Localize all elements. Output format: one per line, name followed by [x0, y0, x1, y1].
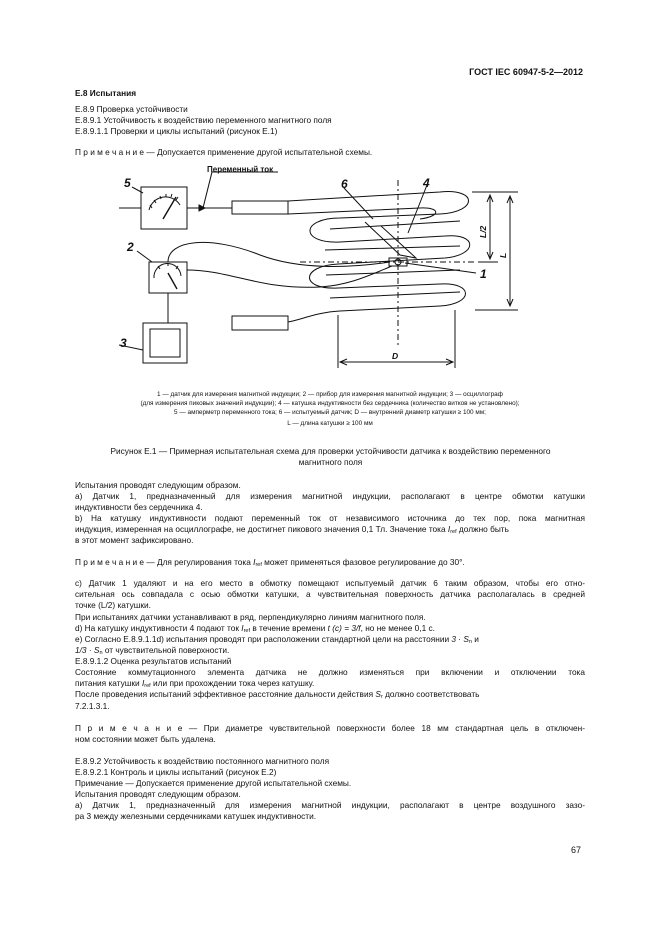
para-state-1: Состояние коммутационного элемента датчика не должно изменяться при включении и отключении тока	[75, 667, 585, 677]
document-header: ГОСТ IEC 60947-5-2—2012	[469, 67, 583, 77]
coil-top-terminal	[232, 201, 288, 214]
page-number: 67	[571, 845, 582, 855]
para-e-2: $1/3 \cdot S_n$ от чувствительной поверхности.	[75, 645, 230, 656]
para-e-1: е) Согласно Е.8.9.1.1d) испытания проводят при расположении стандартной цели на расстоянии $3 \cdot S_n$ и	[75, 634, 479, 645]
para-c-4: При испытаниях датчики устанавливают в ряд, перпендикулярно линиям магнитного поля.	[75, 612, 426, 622]
para-last-1: а) Датчик 1, предназначенный для измерения магнитной индукции, располагают в центре воздушного зазо-	[75, 800, 585, 810]
figure-caption-2: магнитного поля	[298, 457, 363, 467]
legend-line-3: 5 — амперметр переменного тока; 6 — испытуемый датчик; D — внутренний диаметр катушки ≥ 100 мм;	[174, 409, 486, 416]
callout-4: 4	[423, 176, 430, 190]
dim-l-half: L/2	[478, 225, 488, 238]
clause-e8-9: Е.8.9 Проверка устойчивости	[75, 104, 188, 114]
para-last-2: ра 3 между железными сердечниками катушек индуктивности.	[75, 811, 317, 821]
para-d: d) На катушку индуктивности 4 подают ток $I_{ref}$ в течение времени t (c) = 3/f, но не менее 0,1 с.	[75, 623, 435, 634]
note-4: Примечание — Допускается применение другой испытательной схемы.	[75, 778, 352, 788]
callout-3: 3	[120, 336, 127, 350]
coil-bottom-terminal	[232, 316, 288, 330]
para-c-2: сительная ось совпадала с осью обмотки катушки, а чувствительная поверхность датчика располагалась в средней	[75, 589, 585, 599]
test-setup-diagram	[0, 155, 661, 370]
para-state-2: питания катушки $I_{ref}$ или при прохождении тока через катушку.	[75, 678, 315, 689]
ac-label: Переменный ток	[207, 165, 274, 174]
para-c-3: точке (L/2) катушки.	[75, 600, 151, 610]
para-intro: Испытания проводят следующим образом.	[75, 480, 241, 490]
para-c-1: c) Датчик 1 удаляют и на его место в обмотку помещают испытуемый датчик 6 таким образом, чтобы его отно-	[75, 578, 585, 588]
para-intro-2: Испытания проводят следующим образом.	[75, 789, 241, 799]
para-a-1: а) Датчик 1, предназначенный для измерения магнитной индукции, располагают в центре обмотки катушки	[75, 491, 585, 501]
para-b-3: в этот момент зафиксировано.	[75, 535, 194, 545]
legend-line-1: 1 — датчик для измерения магнитной индукции; 2 — прибор для измерения магнитной индукции; 3 — осциллограф	[157, 391, 503, 398]
callout-6: 6	[341, 177, 348, 191]
clause-e8-9-1-2: Е.8.9.1.2 Оценка результатов испытаний	[75, 656, 232, 666]
clause-e8-9-1-1: Е.8.9.1.1 Проверки и циклы испытаний (рисунок Е.1)	[75, 126, 278, 136]
note-3-line-1: П р и м е ч а н и е — При диаметре чувствительной поверхности более 18 мм стандартная цель в отключен-	[75, 723, 585, 733]
para-state-3: После проведения испытаний эффективное расстояние дальности действия $S_r$ должно соответствовать	[75, 689, 480, 700]
clause-e8-9-1: Е.8.9.1 Устойчивость к воздействию переменного магнитного поля	[75, 115, 332, 125]
coil-windings	[288, 192, 470, 322]
para-b-1: b) На катушку индуктивности подают переменный ток от независимого источника до тех пор, пока магнитная	[75, 513, 585, 523]
ammeter-box	[141, 187, 187, 229]
callout-1: 1	[480, 267, 487, 281]
legend-line-2: (для измерения пиковых значений индукции); 4 — катушка индуктивности без сердечника (количество витков не установлено);	[140, 400, 520, 407]
figure-caption-1: Рисунок Е.1 — Примерная испытательная схема для проверки устойчивости датчика к воздействию переменного	[110, 446, 551, 456]
legend-line-4: L — длина катушки ≥ 100 мм	[287, 420, 373, 427]
note-1: П р и м е ч а н и е — Допускается применение другой испытательной схемы.	[75, 147, 373, 157]
note-2: П р и м е ч а н и е — Для регулирования тока $I_{ref}$ может применяться фазовое регулирование до 30°.	[75, 557, 465, 568]
para-a-2: индуктивности без сердечника 4.	[75, 502, 203, 512]
callout-2: 2	[127, 240, 134, 254]
section-title: Е.8 Испытания	[75, 88, 137, 98]
callout-5: 5	[124, 176, 131, 190]
dim-l: L	[498, 252, 508, 258]
note-3-line-2: ном состоянии может быть удалена.	[75, 734, 216, 744]
flux-meter-box	[149, 262, 187, 293]
dim-d: D	[392, 351, 399, 361]
clause-e8-9-2: Е.8.9.2 Устойчивость к воздействию постоянного магнитного поля	[75, 756, 330, 766]
clause-e8-9-2-1: Е.8.9.2.1 Контроль и циклы испытаний (рисунок Е.2)	[75, 767, 277, 777]
para-state-4: 7.2.1.3.1.	[75, 701, 110, 711]
para-b-2: индукция, измеренная на осциллографе, не достигнет пикового значения 0,1 Тл. Значение тока $I_{ref}$ должно быть	[75, 524, 509, 535]
